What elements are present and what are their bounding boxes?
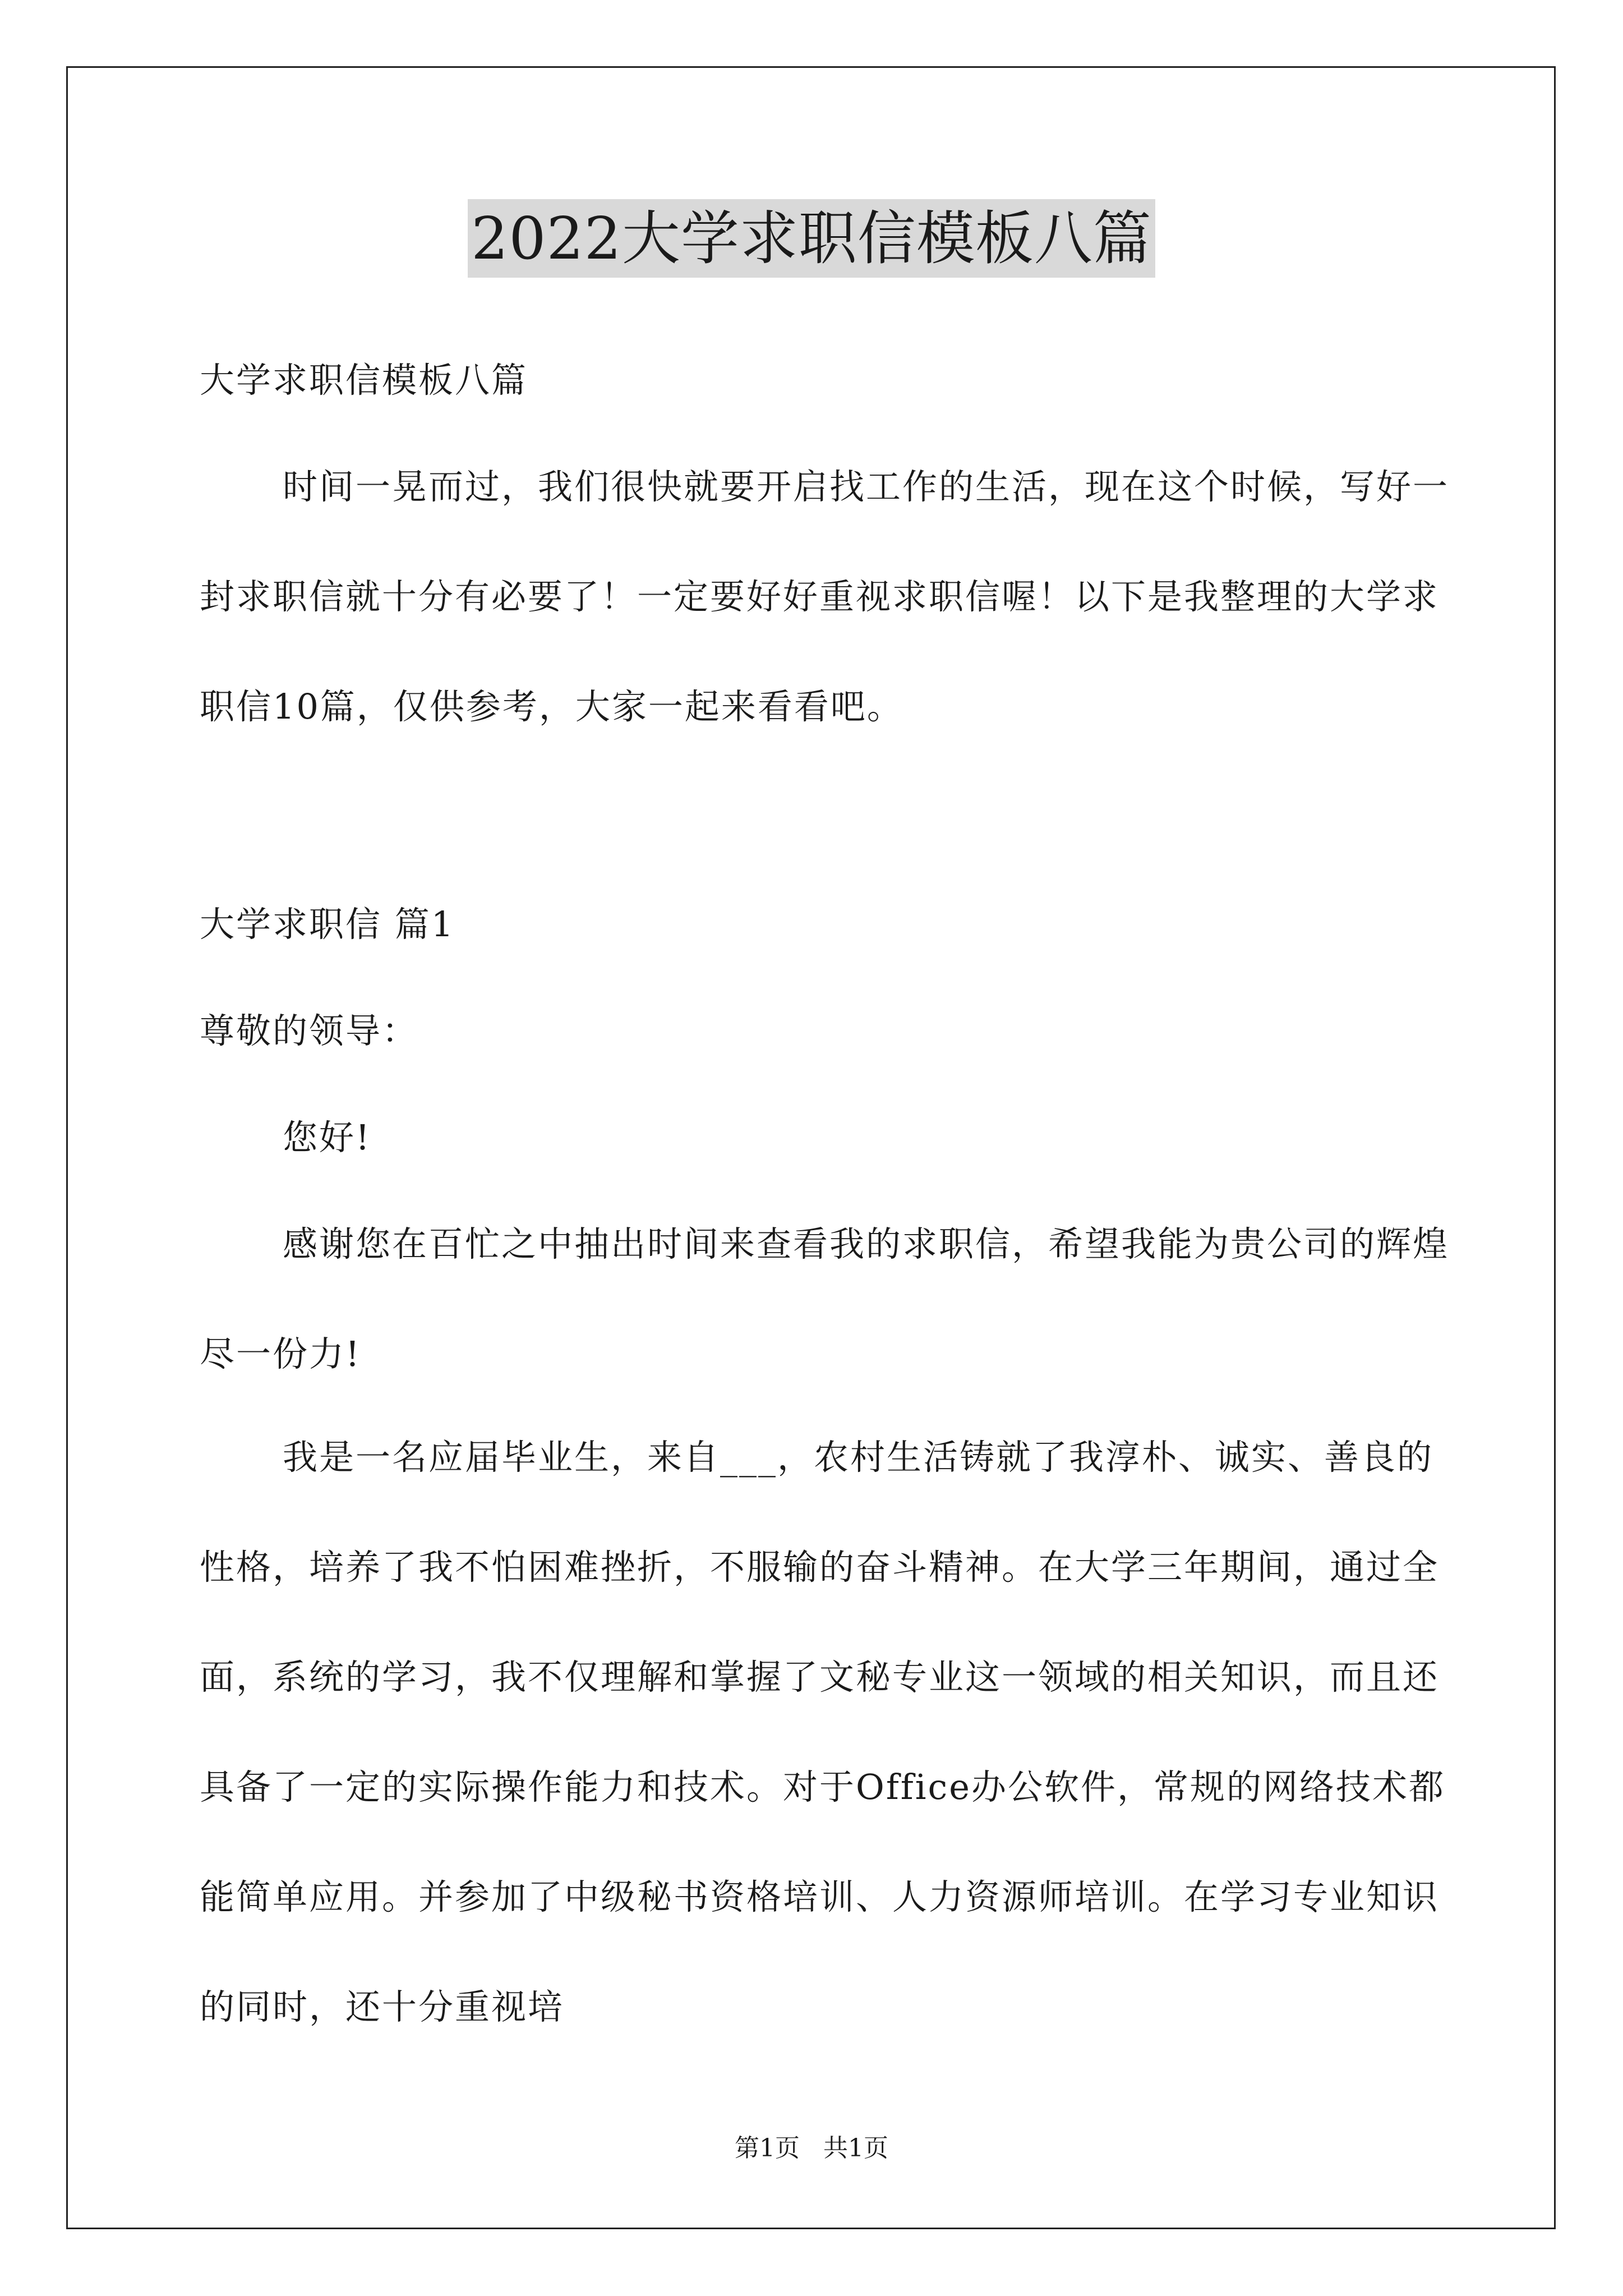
document-title: 2022大学求职信模板八篇 [468,199,1155,278]
title-container [0,199,1623,278]
intro-paragraph: 时间一晃而过，我们很快就要开启找工作的生活，现在这个时候，写好一封求职信就十分有必要了！一定要好好重视求职信喔！以下是我整理的大学求职信10篇，仅供参考，大家一起来看看吧。 [200,466,1450,727]
salutation: 尊敬的领导： [200,1010,419,1051]
total-pages: 共1页 [823,2134,888,2162]
document-subtitle: 大学求职信模板八篇 [200,360,528,401]
section-heading: 大学求职信 篇1 [200,904,455,945]
page-number: 第1页 [735,2134,800,2162]
body-paragraph-2: 我是一名应届毕业生，来自___，农村生活铸就了我淳朴、诚实、善良的性格，培养了我不怕困难挫折，不服输的奋斗精神。在大学三年期间，通过全面，系统的学习，我不仅理解和掌握了文秘专业这一领域的相关知识，而且还具备了一定的实际操作能力和技术。对于Office办公软件，常规的网络技术都能简单应用。并参加了中级秘书资格培训、人力资源师培训。在学习专业知识的同时，还十分重视培 [200,1437,1445,2027]
body-paragraph-1: 感谢您在百忙之中抽出时间来查看我的求职信，希望我能为贵公司的辉煌尽一份力! [200,1223,1450,1374]
greeting: 您好! [283,1117,371,1158]
page-footer [0,2132,1623,2165]
